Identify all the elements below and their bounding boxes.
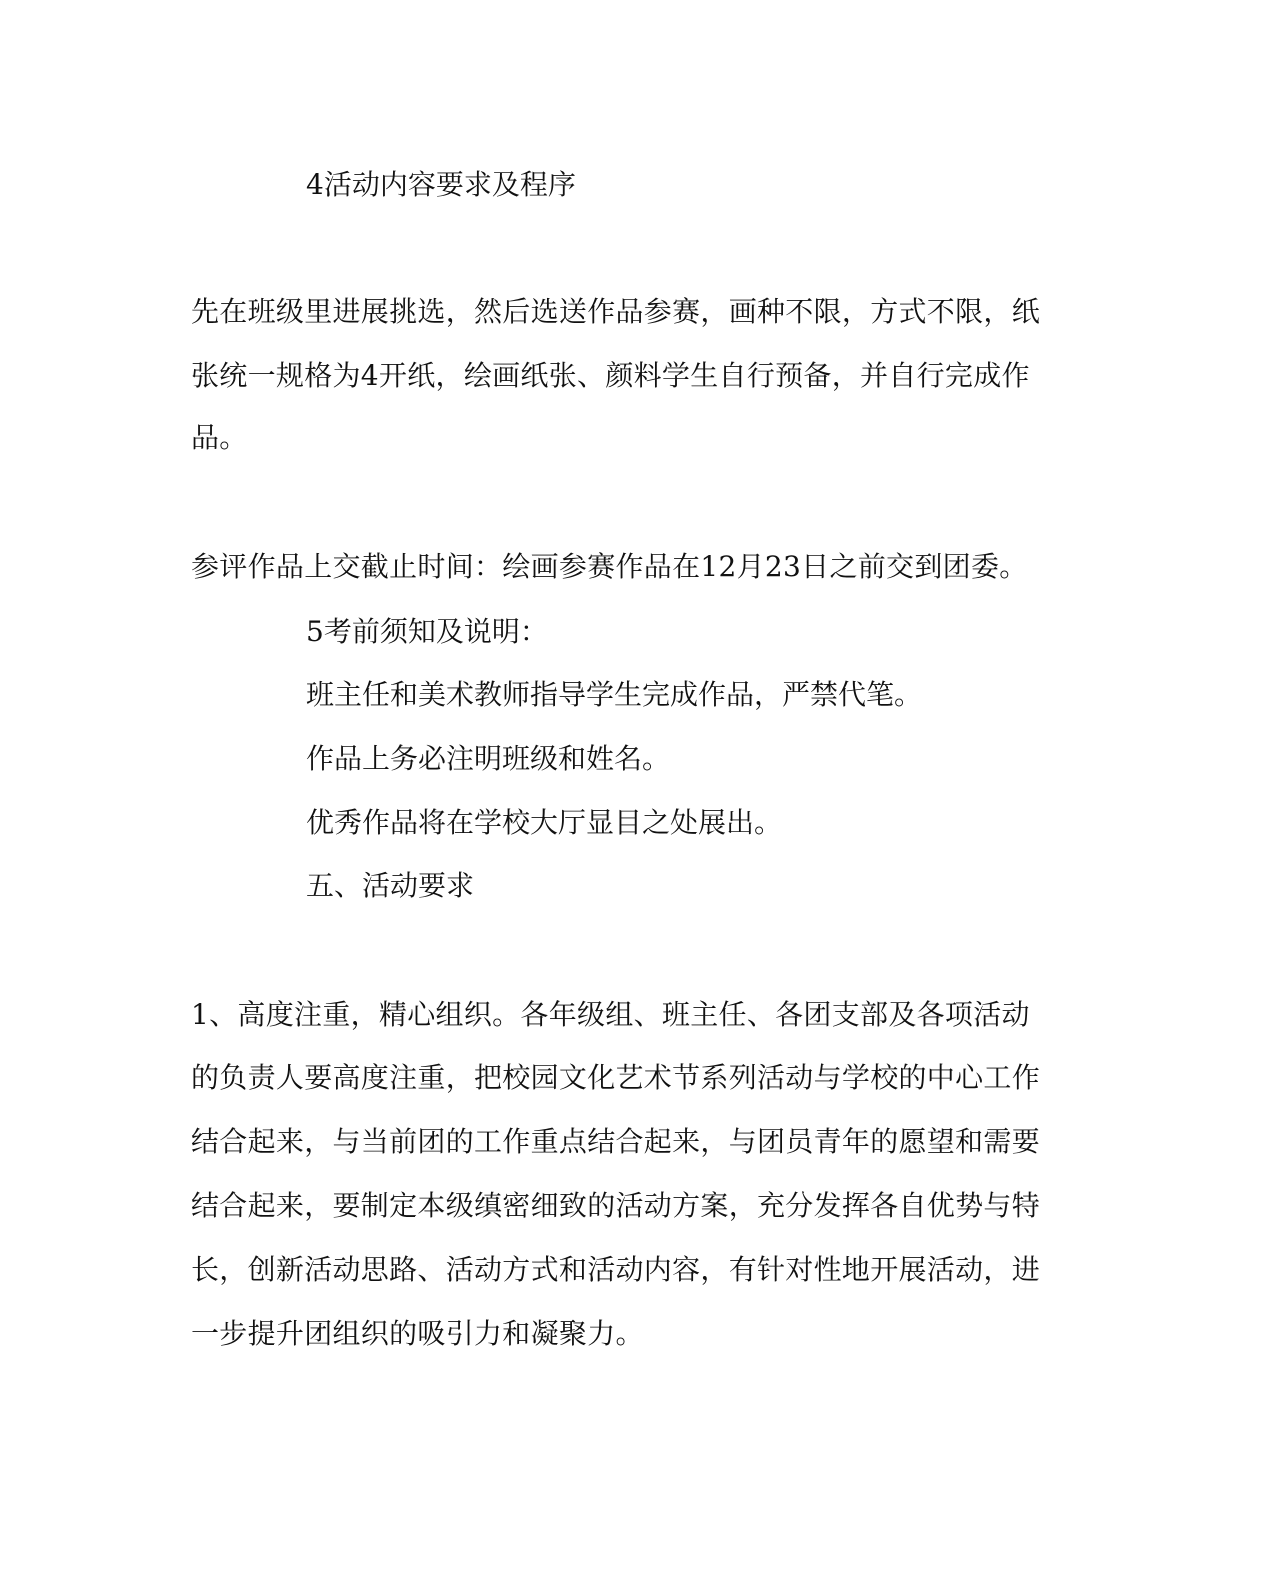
paragraph-line: 结合起来，与当前团的工作重点结合起来，与团员青年的愿望和需要 [191, 1125, 1041, 1158]
section-heading-five: 五、活动要求 [306, 869, 475, 902]
note-line: 作品上务必注明班级和姓名。 [306, 742, 671, 775]
paragraph-line: 一步提升团组织的吸引力和凝聚力。 [191, 1317, 644, 1350]
paragraph-line: 长，创新活动思路、活动方式和活动内容，有针对性地开展活动，进 [191, 1253, 1041, 1286]
note-line: 班主任和美术教师指导学生完成作品，严禁代笔。 [306, 678, 923, 711]
paragraph-line: 1、高度注重，精心组织。各年级组、班主任、各团支部及各项活动 [191, 998, 1030, 1031]
section-heading-5: 5考前须知及说明： [306, 615, 548, 648]
deadline-line: 参评作品上交截止时间：绘画参赛作品在12月23日之前交到团委。 [191, 550, 1028, 583]
paragraph-line: 张统一规格为4开纸，绘画纸张、颜料学生自行预备，并自行完成作 [191, 359, 1030, 392]
paragraph-line: 的负责人要高度注重，把校园文化艺术节系列活动与学校的中心工作 [191, 1061, 1041, 1094]
paragraph-line: 品。 [191, 421, 248, 454]
section-heading-4: 4活动内容要求及程序 [306, 168, 576, 201]
paragraph-line: 先在班级里进展挑选，然后选送作品参赛，画种不限，方式不限，纸 [191, 295, 1041, 328]
paragraph-line: 结合起来，要制定本级缜密细致的活动方案，充分发挥各自优势与特 [191, 1189, 1041, 1222]
note-line: 优秀作品将在学校大厅显目之处展出。 [306, 806, 783, 839]
